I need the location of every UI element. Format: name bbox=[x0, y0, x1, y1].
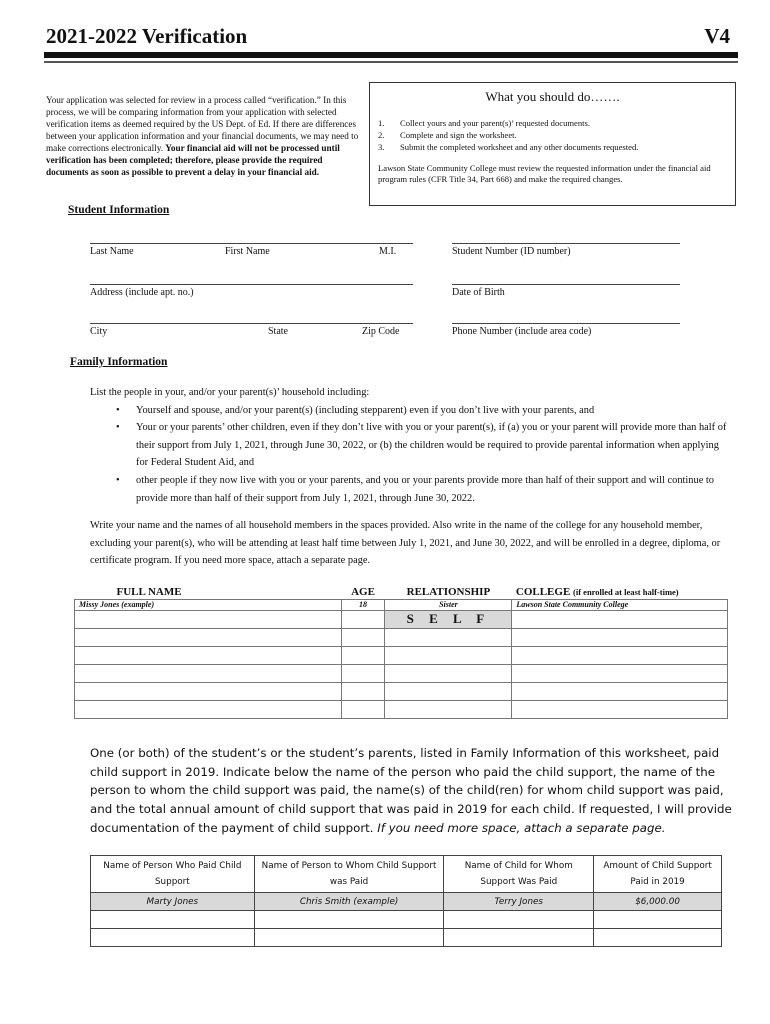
example-payer: Marty Jones bbox=[91, 893, 255, 911]
todo-item bbox=[378, 117, 727, 129]
phone-line[interactable] bbox=[452, 323, 680, 324]
payer-header: Name of Person Who Paid Child Support bbox=[91, 856, 255, 893]
last-name-label: Last Name bbox=[90, 246, 134, 257]
college-cell[interactable] bbox=[512, 664, 728, 682]
family-info-title: Family Information bbox=[70, 356, 168, 368]
family-bullet: • Your or your parents’ other children, even if they don’t live with you or your parent(s), if (a) you or your parent will provide more than half of their support from July 1, 2021, through June 30, 2022, or (b) the children would be required to provide parental information when applying for Federal Student Aid, and bbox=[110, 419, 730, 472]
address-line[interactable] bbox=[90, 284, 413, 285]
todo-item bbox=[378, 141, 727, 153]
what-to-do-title: What you should do……. bbox=[485, 89, 620, 104]
relationship-cell[interactable] bbox=[385, 646, 512, 664]
age-cell[interactable] bbox=[341, 646, 385, 664]
example-relationship: Sister bbox=[385, 599, 512, 610]
child-header: Name of Child for Whom Support Was Paid bbox=[444, 856, 594, 893]
college-cell[interactable] bbox=[512, 682, 728, 700]
child-support-table bbox=[90, 855, 722, 947]
city-label: City bbox=[90, 326, 108, 337]
name-cell[interactable] bbox=[75, 628, 342, 646]
example-college: Lawson State Community College bbox=[512, 599, 728, 610]
what-to-do-list bbox=[378, 117, 727, 153]
full-name-header: FULL NAME bbox=[116, 585, 182, 598]
address-label: Address (include apt. no.) bbox=[90, 287, 194, 298]
student-info-title: Student Information bbox=[68, 204, 170, 216]
name-cell[interactable] bbox=[75, 682, 342, 700]
amount-header: Amount of Child Support Paid in 2019 bbox=[594, 856, 722, 893]
college-header bbox=[512, 585, 728, 599]
version-label: V4 bbox=[704, 24, 730, 48]
relationship-cell[interactable] bbox=[385, 682, 512, 700]
relationship-header: RELATIONSHIP bbox=[406, 585, 491, 598]
payee-cell[interactable] bbox=[254, 911, 444, 929]
dob-line[interactable] bbox=[452, 284, 680, 285]
age-cell[interactable] bbox=[341, 628, 385, 646]
name-line[interactable] bbox=[90, 243, 413, 244]
payee-cell[interactable] bbox=[254, 929, 444, 947]
header-rule-thick bbox=[44, 52, 738, 58]
relationship-cell[interactable] bbox=[385, 628, 512, 646]
table-row bbox=[91, 911, 722, 929]
example-name: Missy Jones (example) bbox=[75, 599, 342, 610]
todo-note: Lawson State Community College must review the requested information under the financial aid program rules (CFR Title 34, Part 668) and make the required changes. bbox=[378, 163, 711, 184]
intro-text bbox=[46, 94, 364, 178]
name-cell[interactable] bbox=[75, 664, 342, 682]
family-bullets bbox=[90, 402, 730, 508]
todo-text: Collect yours and your parent(s)’ requested documents. bbox=[400, 118, 591, 128]
family-bullet: • Yourself and spouse, and/or your parent(s) (including stepparent) even if you don’t live with your parents, and bbox=[110, 402, 730, 420]
example-payee: Chris Smith (example) bbox=[254, 893, 444, 911]
table-row bbox=[75, 700, 728, 718]
student-number-label: Student Number (ID number) bbox=[452, 246, 571, 257]
relationship-cell[interactable] bbox=[385, 700, 512, 718]
age-cell[interactable] bbox=[341, 610, 385, 628]
family-bullet: • other people if they now live with you or your parents, and you or your parents provide more than half of their support and will continue to provide more than half of their support from July 1, 2021, through June 30, 2022. bbox=[110, 472, 730, 507]
dob-label: Date of Birth bbox=[452, 287, 505, 298]
name-cell[interactable] bbox=[75, 610, 342, 628]
table-row bbox=[75, 664, 728, 682]
zip-label: Zip Code bbox=[362, 326, 400, 337]
age-cell[interactable] bbox=[341, 664, 385, 682]
todo-item bbox=[378, 129, 727, 141]
table-row bbox=[75, 628, 728, 646]
example-amount: $6,000.00 bbox=[594, 893, 722, 911]
college-cell[interactable] bbox=[512, 700, 728, 718]
todo-num: 2. bbox=[378, 130, 385, 140]
support-example-row bbox=[91, 893, 722, 911]
state-label: State bbox=[268, 326, 288, 337]
city-line[interactable] bbox=[90, 323, 413, 324]
header-rule-thin bbox=[44, 61, 738, 63]
page-title: 2021-2022 Verification bbox=[46, 24, 248, 48]
first-name-label: First Name bbox=[225, 246, 270, 257]
age-header: AGE bbox=[351, 585, 375, 598]
todo-num: 3. bbox=[378, 142, 385, 152]
child-support-italic: If you need more space, attach a separate page. bbox=[377, 820, 666, 835]
family-instructions bbox=[90, 384, 730, 507]
child-cell[interactable] bbox=[444, 929, 594, 947]
payee-header: Name of Person to Whom Child Support was Paid bbox=[254, 856, 444, 893]
what-to-do-box bbox=[369, 82, 736, 206]
name-cell[interactable] bbox=[75, 700, 342, 718]
household-instructions: Write your name and the names of all household members in the spaces provided. Also write in the name of the college for any household member, excluding your parent(s), who will be attending at least half time between July 1, 2021, and June 30, 2022, and will be enrolled in a degree, diploma, or certificate program. If you need more space, attach a separate page. bbox=[90, 520, 721, 567]
child-support-paragraph: One (or both) of the student’s or the student’s parents, listed in Family Information of this worksheet, paid child support in 2019. Indicate below the name of the person who paid the child support, the name of the person to whom the child support was paid, the name(s) of the child(ren) for whom child support was paid, and the total annual amount of child support that was paid in 2019 for each child. If requested, I will provide documentation of the payment of child support. bbox=[90, 746, 732, 835]
name-cell[interactable] bbox=[75, 646, 342, 664]
college-cell[interactable] bbox=[512, 646, 728, 664]
college-header-note: (if enrolled at least half-time) bbox=[573, 586, 679, 597]
example-child: Terry Jones bbox=[444, 893, 594, 911]
household-example-row bbox=[75, 599, 728, 610]
example-age: 18 bbox=[341, 599, 385, 610]
table-row bbox=[75, 682, 728, 700]
mi-label: M.I. bbox=[379, 246, 397, 257]
amount-cell[interactable] bbox=[594, 911, 722, 929]
child-support-instructions bbox=[90, 744, 736, 838]
todo-text: Complete and sign the worksheet. bbox=[400, 130, 517, 140]
amount-cell[interactable] bbox=[594, 929, 722, 947]
child-cell[interactable] bbox=[444, 911, 594, 929]
table-row bbox=[75, 646, 728, 664]
intro-bold-warning: Your financial aid will not be processed until verification has been completed; therefore, please provide the required documents as soon as possible to prevent a delay in your financial aid. bbox=[46, 143, 340, 177]
payer-cell[interactable] bbox=[91, 911, 255, 929]
phone-label: Phone Number (include area code) bbox=[452, 326, 592, 337]
household-table bbox=[74, 585, 728, 719]
table-row bbox=[91, 929, 722, 947]
student-number-line[interactable] bbox=[452, 243, 680, 244]
household-header-row bbox=[75, 585, 728, 599]
intro-paragraph: Your application was selected for review in a process called “verification.” In this process, we will be comparing information from your application with selected verification items as deemed required by the US Dept. of Ed. If there are differences between your application information and your financial documents, we may need to make corrections electronically. bbox=[46, 95, 359, 153]
support-header-row bbox=[91, 856, 722, 893]
relationship-cell[interactable] bbox=[385, 664, 512, 682]
age-cell[interactable] bbox=[341, 682, 385, 700]
self-relationship-cell: S E L F bbox=[385, 610, 512, 628]
payer-cell[interactable] bbox=[91, 929, 255, 947]
family-intro: List the people in your, and/or your parent(s)’ household including: bbox=[90, 387, 370, 398]
todo-text: Submit the completed worksheet and any other documents requested. bbox=[400, 142, 639, 152]
todo-num: 1. bbox=[378, 118, 385, 128]
table-row bbox=[75, 610, 728, 628]
college-header-label: COLLEGE bbox=[515, 585, 571, 598]
age-cell[interactable] bbox=[341, 700, 385, 718]
college-cell[interactable] bbox=[512, 628, 728, 646]
college-cell[interactable] bbox=[512, 610, 728, 628]
